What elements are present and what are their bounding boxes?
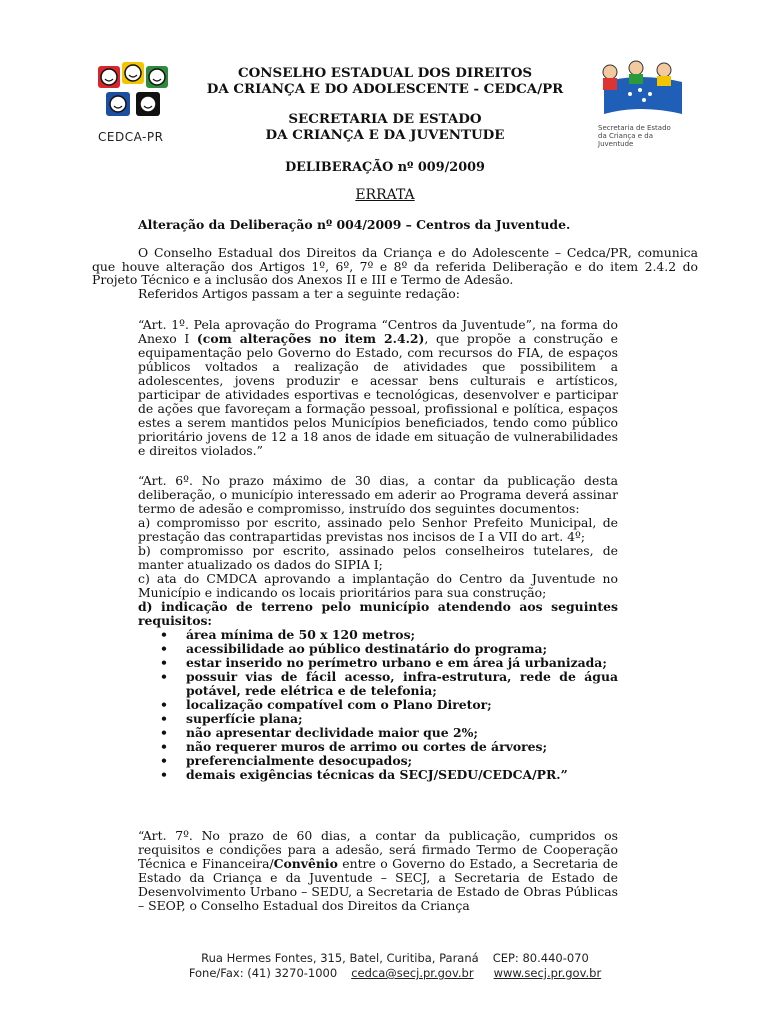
council-heading (180, 66, 590, 97)
article-1-bold: (com alterações no item 2.4.2) (196, 331, 425, 346)
bullet-icon: • (160, 711, 168, 726)
list-item: • possuir vias de fácil acesso, infra-estrutura, rede de água potável, rede elétrica e de telefonia; (160, 669, 618, 698)
footer-phone: Fone/Fax: (41) 3270-1000 (188, 966, 338, 980)
list-item: • estar inserido no perímetro urbano e em área já urbanizada; (160, 655, 607, 670)
article-6-intro: “Art. 6º. No prazo máximo de 30 dias, a contar da publicação desta deliberação, o município interessado em aderir ao Programa deverá assinar termo de adesão e compromisso, instruído dos seguintes documentos: (138, 473, 618, 516)
list-item: • superfície plana; (160, 711, 303, 726)
article-6 (138, 474, 618, 782)
footer-website-link[interactable]: www.secj.pr.gov.br (493, 966, 602, 980)
article-1-pre: “Art. 1º. Pela aprovação do Programa “Centros da Juventude”, na forma do Anexo I (138, 317, 618, 346)
secj-caption-line2: da Criança e da Juventude (598, 132, 654, 148)
footer-cep: CEP: 80.440-070 (492, 951, 589, 965)
cedca-children-icon (92, 58, 184, 130)
secj-logo (590, 58, 690, 148)
list-item: • não requerer muros de arrimo ou cortes de árvores; (160, 739, 548, 754)
intro-lead-in: Referidos Artigos passam a ter a seguinte redação: (138, 285, 460, 301)
article-6-item-d: d) indicação de terreno pelo município atendendo aos seguintes requisitos: (138, 599, 618, 628)
errata-title: ERRATA (355, 187, 415, 203)
footer-contact-line (92, 966, 698, 980)
bullet-icon: • (160, 655, 168, 670)
article-6-item-c: c) ata do CMDCA aprovando a implantação do Centro da Juventude no Município e indicando os locais prioritários para sua construção; (138, 571, 618, 600)
article-6-item-a: a) compromisso por escrito, assinado pelo Senhor Prefeito Municipal, de prestação das contrapartidas previstas nos incisos de I a VII do art. 4º; (138, 515, 618, 544)
footer-address-line (92, 951, 698, 965)
footer-email-link[interactable]: cedca@secj.pr.gov.br (351, 966, 474, 980)
secj-children-flag-icon (590, 58, 690, 122)
article-1-text (138, 318, 618, 458)
bullet-icon: • (160, 669, 168, 684)
list-item: • acessibilidade ao público destinatário do programa; (160, 641, 548, 656)
intro-paragraph: O Conselho Estadual dos Direitos da Criança e do Adolescente – Cedca/PR, comunica que houve alteração dos Artigos 1º, 6º, 7º e 8º da referida Deliberação e do item 2.4.2 do Projeto Técnico e a inclusão dos Anexos II e III e Termo de Adesão. (92, 245, 698, 288)
article-6-item-b: b) compromisso por escrito, assinado pelos conselheiros tutelares, de manter atualizado os dados do SIPIA I; (138, 543, 618, 572)
bullet-icon: • (160, 641, 168, 656)
secretariat-heading-line1: SECRETARIA DE ESTADO (288, 111, 482, 127)
article-1-post: , que propõe a construção e equipamentação pelo Governo do Estado, com recursos do FIA, de espaços públicos voltados a realização de atividades que possibilitem a adolescentes, jovens produzir e acessar bens culturais e artísticos, participar de atividades esportivas e tecnológicas, desenvolver e participar de ações que favoreçam a formação pessoal, profissional e política, espaços estes a serem mantidos pelos Municípios beneficiados, tendo como público prioritário jovens de 12 a 18 anos de idade em situação de vulnerabilidades e direitos violados.” (138, 331, 618, 458)
list-item: • localização compatível com o Plano Diretor; (160, 697, 492, 712)
bullet-icon: • (160, 767, 168, 782)
article-7-bold: Convênio (273, 856, 338, 871)
secj-caption-line1: Secretaria de Estado (598, 124, 671, 132)
bullet-icon: • (160, 627, 168, 642)
article-7-post: entre o Governo do Estado, a Secretaria de Estado da Criança e da Juventude – SECJ, a Secretaria de Estado de Desenvolvimento Urbano – SEDU, a Secretaria de Estado de Obras Públicas – SEOP, o Conselho Estadual dos Direitos da Criança (138, 856, 619, 913)
council-heading-line1: CONSELHO ESTADUAL DOS DIREITOS (237, 65, 533, 81)
article-7 (138, 829, 618, 913)
list-item: • demais exigências técnicas da SECJ/SEDU/CEDCA/PR.” (160, 767, 568, 782)
subject-line: Alteração da Deliberação nº 004/2009 – Centros da Juventude. (138, 217, 571, 232)
cedca-logo (92, 58, 184, 146)
list-item: • área mínima de 50 x 120 metros; (160, 627, 416, 642)
bullet-icon: • (160, 753, 168, 768)
article-7-pre: “Art. 7º. No prazo de 60 dias, a contar da publicação, cumpridos os requisitos e condições para a adesão, será firmado Termo de Cooperação Técnica e Financeira/ (138, 828, 618, 871)
bullet-icon: • (160, 725, 168, 740)
article-1 (138, 318, 618, 458)
secretariat-heading (180, 112, 590, 143)
list-item: • não apresentar declividade maior que 2%; (160, 725, 478, 740)
footer-address: Rua Hermes Fontes, 315, Batel, Curitiba, Paraná (201, 951, 479, 965)
secretariat-heading-line2: DA CRIANÇA E DA JUVENTUDE (265, 126, 505, 143)
deliberation-number: DELIBERAÇÃO nº 009/2009 (285, 160, 485, 175)
list-item: • preferencialmente desocupados; (160, 753, 413, 768)
bullet-icon: • (160, 739, 168, 754)
article-7-text (138, 829, 618, 913)
requirements-list (138, 628, 618, 782)
cedca-logo-caption: CEDCA-PR (98, 130, 164, 144)
bullet-icon: • (160, 697, 168, 712)
council-heading-line2: DA CRIANÇA E DO ADOLESCENTE - CEDCA/PR (206, 80, 564, 97)
secj-logo-caption (598, 124, 690, 148)
intro-section (92, 246, 698, 300)
